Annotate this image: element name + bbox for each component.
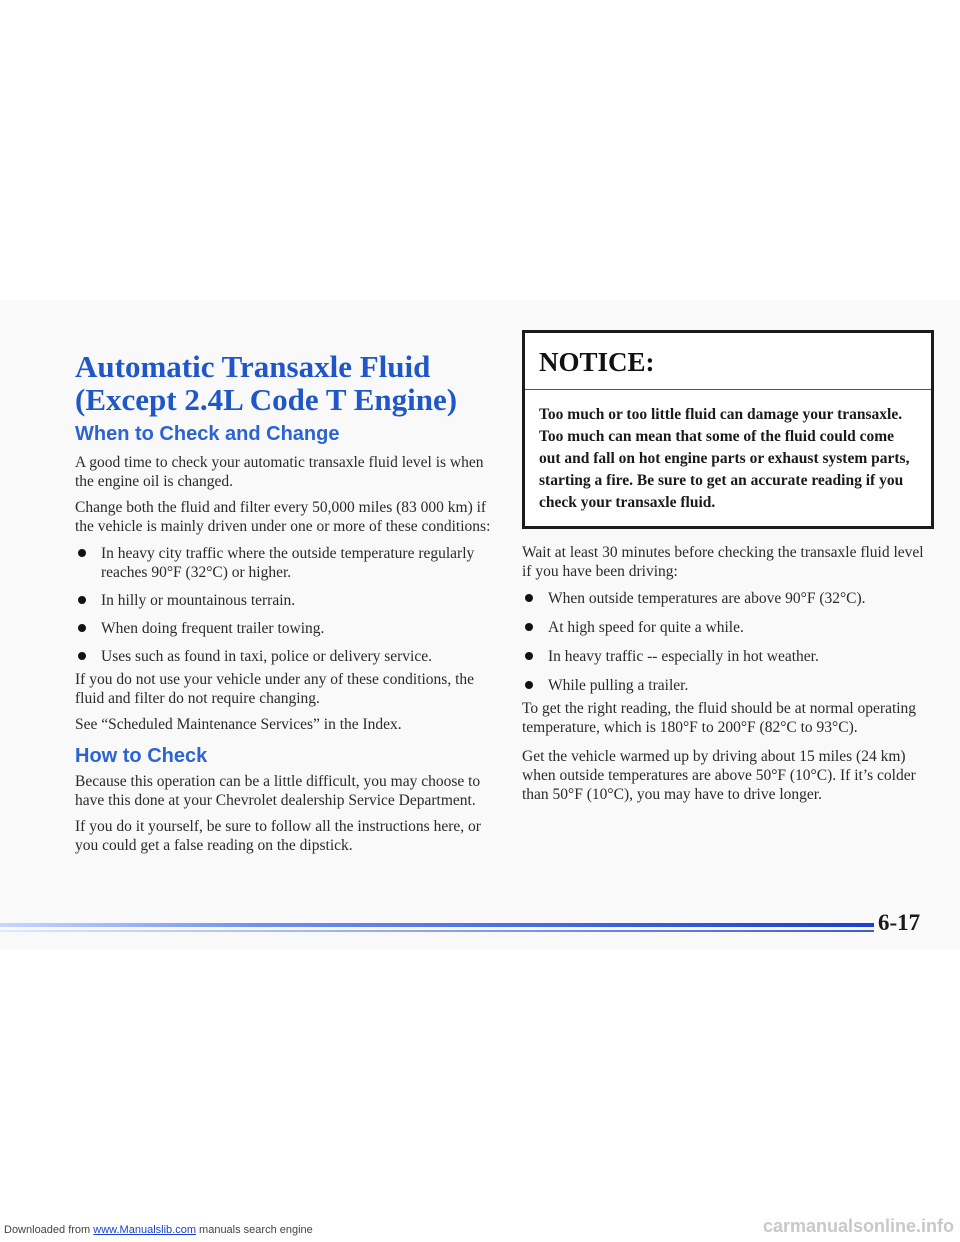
paragraph-wait: Wait at least 30 minutes before checking the transaxle fluid level if you have been driving: xyxy=(522,544,924,580)
paragraph-do-yourself: If you do it yourself, be sure to follow all the instructions here, or you could get a false reading on the dipstick. xyxy=(75,818,481,854)
paragraph-warm-up: Get the vehicle warmed up by driving about 15 miles (24 km) when outside temperatures are above 50°F (10°C). If it’s colder than 50°F (10°C), you may have to drive longer. xyxy=(522,748,916,803)
page-footer-rule-secondary xyxy=(0,930,874,932)
title-line-2: (Except 2.4L Code T Engine) xyxy=(75,382,458,417)
list-item: While pulling a trailer. xyxy=(522,676,934,695)
manualslib-link[interactable]: www.Manualslib.com xyxy=(93,1224,196,1236)
list-item: In hilly or mountainous terrain. xyxy=(75,591,495,610)
page-title xyxy=(75,350,495,416)
paragraph-right-reading: To get the right reading, the fluid should be at normal operating temperature, which is 180°F to 200°F (82°C to 93°C). xyxy=(522,700,917,736)
bullet-icon xyxy=(78,549,86,557)
left-column xyxy=(75,350,495,855)
download-footer xyxy=(4,1224,313,1236)
bullet-icon xyxy=(78,624,86,632)
bullet-icon xyxy=(78,652,86,660)
list-item: In heavy city traffic where the outside temperature regularly reaches 90°F (32°C) or higher. xyxy=(75,544,495,582)
page-number: 6-17 xyxy=(878,910,921,935)
checking-conditions-list xyxy=(522,589,934,695)
watermark: carmanualsonline.info xyxy=(762,1216,954,1236)
paragraph-good-time: A good time to check your automatic transaxle fluid level is when the engine oil is changed. xyxy=(75,454,484,490)
list-item: When outside temperatures are above 90°F (32°C). xyxy=(522,589,934,608)
bullet-icon xyxy=(78,596,86,604)
section-heading-how: How to Check xyxy=(75,745,208,767)
footer-suffix: manuals search engine xyxy=(195,1224,313,1236)
bullet-icon xyxy=(525,594,533,602)
bullet-icon xyxy=(525,652,533,660)
list-item: When doing frequent trailer towing. xyxy=(75,619,495,638)
paragraph-change-both: Change both the fluid and filter every 50,000 miles (83 000 km) if the vehicle is mainly driven under one or more of these conditions: xyxy=(75,499,491,535)
list-item: Uses such as found in taxi, police or delivery service. xyxy=(75,647,495,666)
right-column xyxy=(522,330,934,804)
notice-box xyxy=(522,330,934,529)
footer-prefix: Downloaded from xyxy=(4,1224,94,1236)
list-item: At high speed for quite a while. xyxy=(522,618,934,637)
bullet-icon xyxy=(525,681,533,689)
paragraph-not-use: If you do not use your vehicle under any of these conditions, the fluid and filter do not require changing. xyxy=(75,671,475,707)
bullet-icon xyxy=(525,623,533,631)
page-footer-rule xyxy=(0,923,874,927)
notice-body: Too much or too little fluid can damage your transaxle. Too much can mean that some of the fluid could come out and fall on hot engine parts or exhaust system parts, starting a fire. Be sure to get an accurate reading if you check your transaxle fluid. xyxy=(539,406,910,511)
conditions-list xyxy=(75,544,495,666)
notice-title: NOTICE: xyxy=(525,347,931,390)
paragraph-see-index: See “Scheduled Maintenance Services” in the Index. xyxy=(75,716,402,733)
section-heading-when: When to Check and Change xyxy=(75,423,340,445)
title-line-1: Automatic Transaxle Fluid xyxy=(75,349,431,384)
paragraph-difficult: Because this operation can be a little difficult, you may choose to have this done at your Chevrolet dealership Service Department. xyxy=(75,773,481,809)
list-item: In heavy traffic -- especially in hot weather. xyxy=(522,647,934,666)
